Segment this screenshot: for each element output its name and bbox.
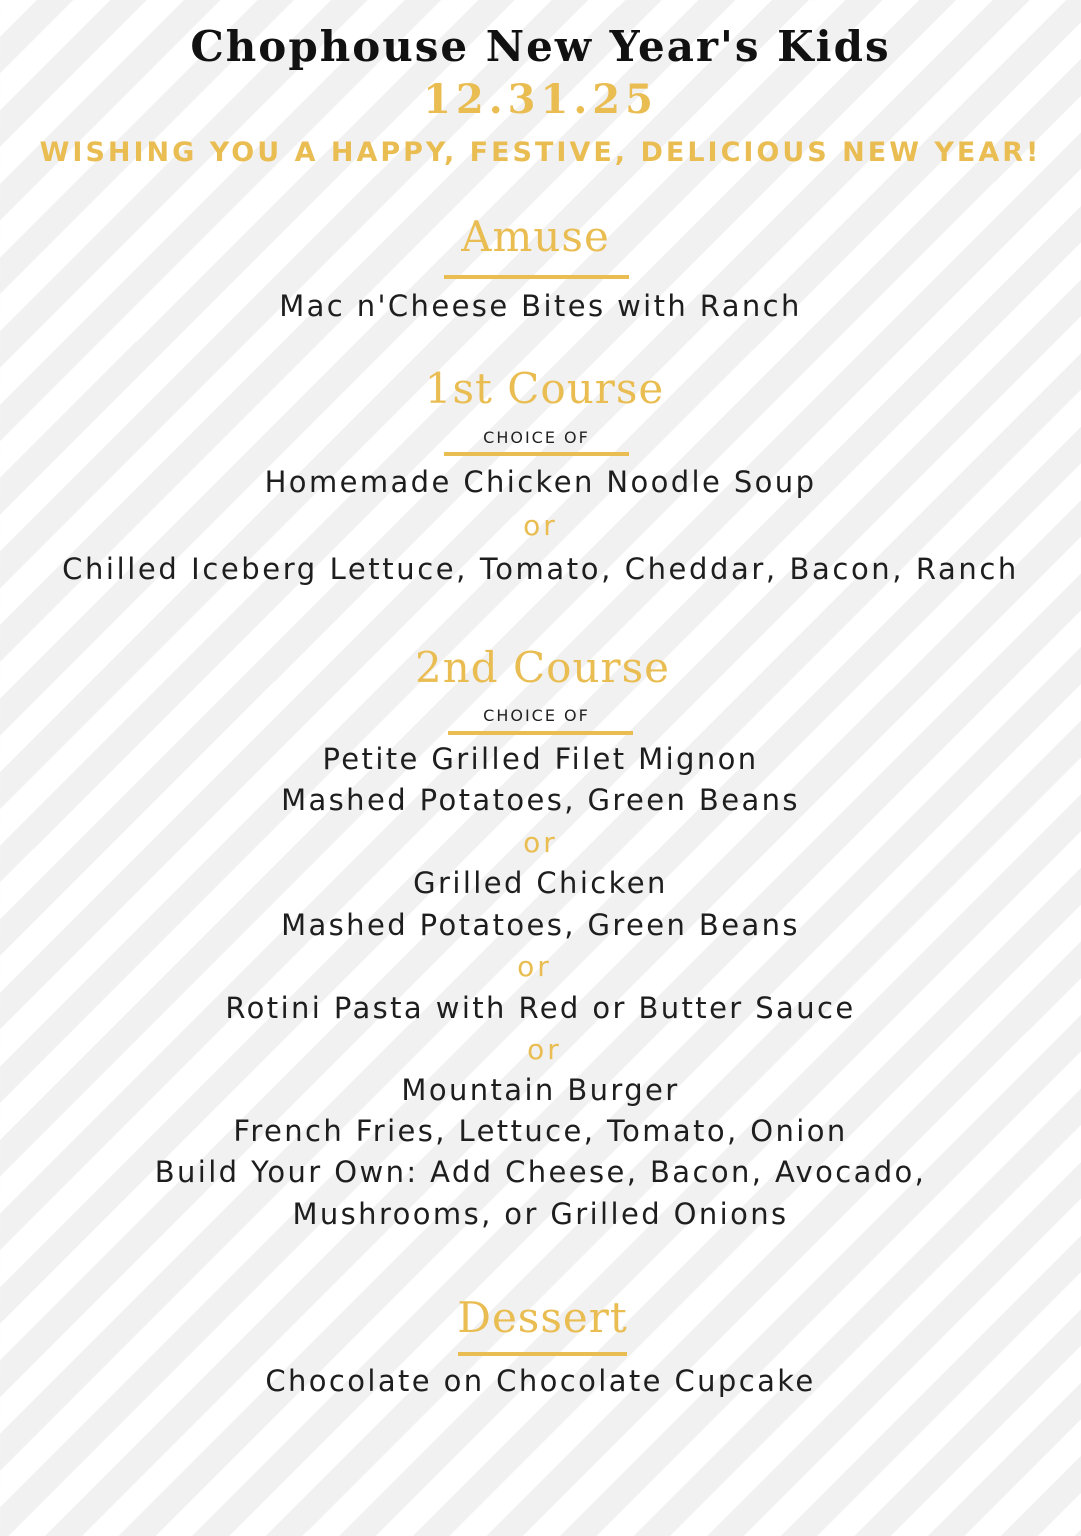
menu-title: Chophouse New Year's Kids xyxy=(190,22,891,71)
second-course-divider xyxy=(448,731,633,735)
menu-date: 12.31.25 xyxy=(423,76,658,123)
or-separator: or xyxy=(517,950,552,983)
or-separator: or xyxy=(523,826,558,859)
second-course-item-detail: French Fries, Lettuce, Tomato, Onion xyxy=(233,1114,848,1148)
second-course-choice-label: CHOICE OF xyxy=(483,706,590,725)
amuse-divider xyxy=(444,275,629,279)
second-course-item: Rotini Pasta with Red or Butter Sauce xyxy=(225,991,856,1025)
second-course-item-detail: Mushrooms, or Grilled Onions xyxy=(292,1197,789,1231)
amuse-item: Mac n'Cheese Bites with Ranch xyxy=(279,289,802,323)
greeting-text: WISHING YOU A HAPPY, FESTIVE, DELICIOUS NEW YEAR! xyxy=(39,137,1042,168)
second-course-item-detail: Mashed Potatoes, Green Beans xyxy=(281,908,800,942)
second-course-item-detail: Mashed Potatoes, Green Beans xyxy=(281,783,800,817)
second-course-item: Grilled Chicken xyxy=(413,866,668,900)
or-separator: or xyxy=(523,509,558,542)
second-course-item: Mountain Burger xyxy=(401,1073,680,1107)
dessert-divider xyxy=(458,1352,627,1356)
dessert-item: Chocolate on Chocolate Cupcake xyxy=(265,1364,816,1398)
second-course-item: Petite Grilled Filet Mignon xyxy=(322,742,759,776)
second-course-heading: 2nd Course xyxy=(415,643,670,692)
first-course-heading: 1st Course xyxy=(424,364,665,413)
first-course-choice-label: CHOICE OF xyxy=(483,428,590,447)
or-separator: or xyxy=(527,1033,562,1066)
first-course-item: Chilled Iceberg Lettuce, Tomato, Cheddar, Bacon, Ranch xyxy=(62,552,1019,586)
first-course-item: Homemade Chicken Noodle Soup xyxy=(264,465,817,499)
second-course-item-detail: Build Your Own: Add Cheese, Bacon, Avocado, xyxy=(154,1155,927,1189)
first-course-divider xyxy=(444,452,629,456)
dessert-heading: Dessert xyxy=(457,1293,628,1342)
amuse-heading: Amuse xyxy=(461,212,610,261)
